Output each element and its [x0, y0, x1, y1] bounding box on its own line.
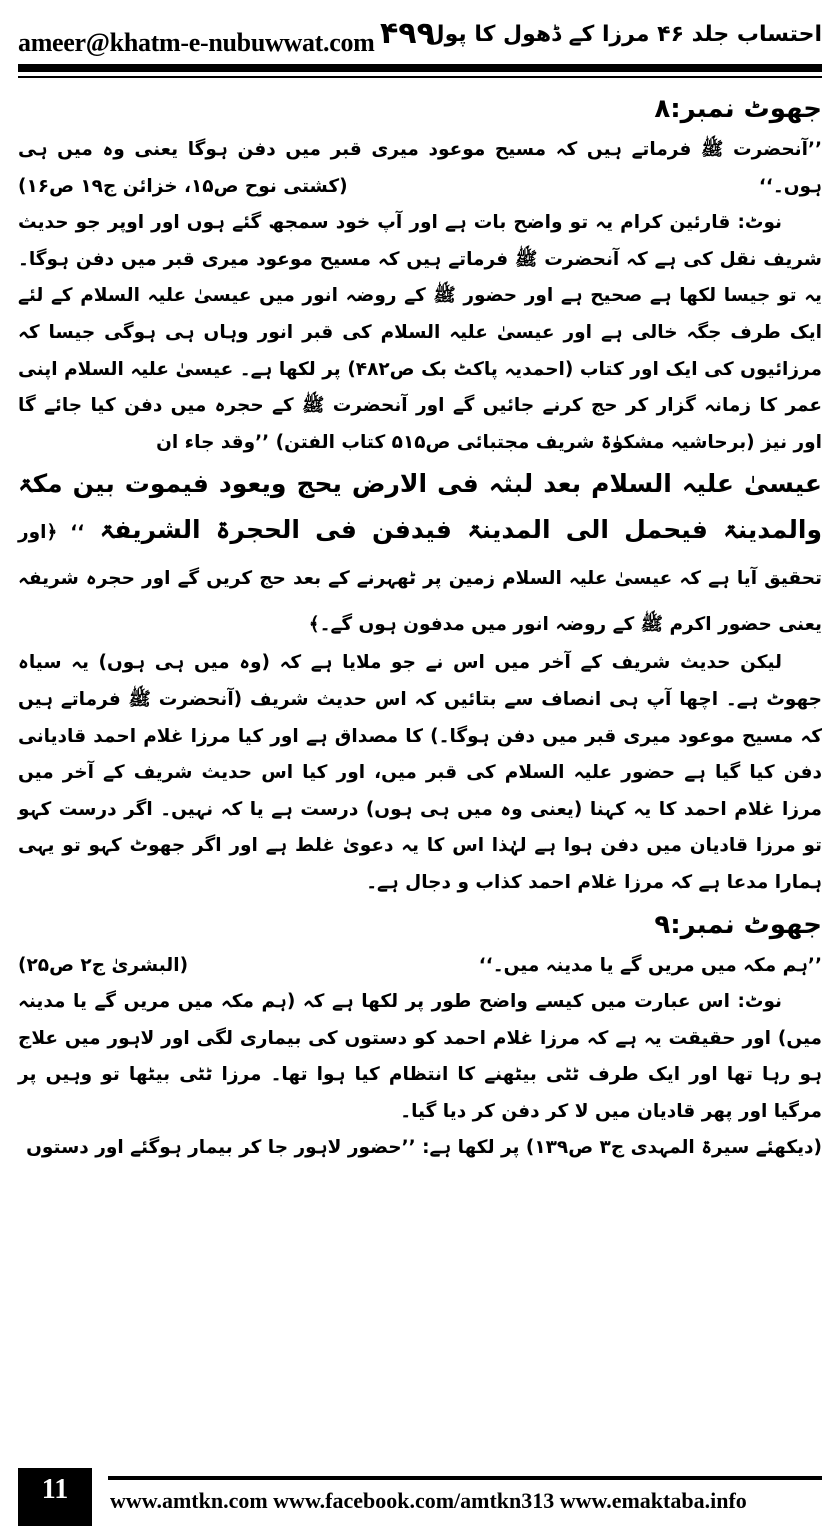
footer-urls: www.amtkn.com www.facebook.com/amtkn313 www.emaktaba.info [110, 1488, 747, 1513]
section-8-paragraph-2: لیکن حدیث شریف کے آخر میں اس نے جو ملایا ہے کہ (وہ میں ہی ہوں) یہ سیاہ جھوٹ ہے۔ اچھا آپ ہی انصاف سے بتائیں کہ اس حدیث شریف (آنحضرت ﷺ فرماتے ہیں کہ مسیح موعود میری قبر میں دفن ہوگا۔) کا مصداق ہے اور کیا مرزا غلام احمد قادیانی دفن کیا گیا ہے حضور علیہ السلام کی قبر میں، اور کیا اس حدیث شریف کے آخر میں مرزا غلام احمد کا یہ کہنا (یعنی وہ میں ہی ہوں) درست ہے یا کہ نہیں۔ اگر درست کہو تو مرزا قادیان میں دفن ہوا ہے لہٰذا اس کا یہ دعویٰ غلط ہے اور اگر جھوٹ کہو تو یہی ہمارا مدعا ہے کہ مرزا غلام احمد کذاب و دجال ہے۔ [18, 652, 822, 893]
section-8-note: نوٹ: قارئین کرام یہ تو واضح بات ہے اور آپ خود سمجھ گئے ہوں اور اوپر جو حدیث شریف نقل کی ہے کہ آنحضرت ﷺ فرماتے ہیں کہ مسیح موعود میری قبر میں دفن ہوگا۔ یہ تو جیسا لکھا ہے صحیح ہے اور حضور ﷺ کے روضہ انور میں عیسیٰ علیہ السلام کے لئے ایک طرف جگہ خالی ہے اور عیسیٰ علیہ السلام کی قبر انور وہاں ہی ہوگی جیسا کہ مرزائیوں کی ایک اور کتاب (احمدیہ پاکٹ بک ص۴۸۲) پر لکھا ہے۔ عیسیٰ علیہ السلام اپنی عمر کا زمانہ گزار کر حج کرنے جائیں گے اور آنحضرت ﷺ کے حجرہ میں دفن کیا جائے گا اور نیز (برحاشیہ مشکوٰۃ شریف مجتبائی ص۵۱۵ کتاب الفتن) ’’وقد جاء ان [18, 212, 822, 453]
footer-rule [108, 1476, 822, 1480]
header-page-number: ۴۹۹ [380, 16, 435, 51]
section-9-quote-text: ’’ہم مکہ میں مریں گے یا مدینہ میں۔‘‘ [478, 954, 822, 976]
header-book-title: احتساب جلد ۴۶ مرزا کے ڈھول کا پول [425, 22, 822, 47]
section-8-heading: جھوٹ نمبر:۸ [654, 94, 822, 124]
footer-page-number-box: 11 [18, 1468, 92, 1526]
section-9-note: نوٹ: اس عبارت میں کیسے واضح طور پر لکھا ہے کہ (ہم مکہ میں مریں گے یا مدینہ میں) اور حقیقت یہ ہے کہ مرزا غلام احمد کو دستوں کی بیماری لگی اور لاہور میں علاج ہو رہا تھا اور ایک طرف ٹٹی بیٹھنے کا انتظام کیا ہوا تھا۔ مرزا ٹٹی بیٹھا تو وہیں پر مرگیا اور پھر قادیان میں لا کر دفن کر دیا گیا۔ [18, 991, 822, 1122]
arabic-hadith-translation: ‘‘ ﴿اور تحقیق آیا ہے کہ عیسیٰ علیہ السلام زمین پر ٹھہرنے کے بعد حج کریں گے اور حجرہ شریفہ یعنی حضور اکرم ﷺ کے روضہ انور میں مدفون ہوں گے۔﴾ [18, 522, 822, 636]
section-9-quote-reference: (البشریٰ ج۲ ص۲۵) [18, 954, 189, 976]
page-body [18, 86, 822, 1462]
section-9-last-line: (دیکھئے سیرۃ المہدی ج۳ ص۱۳۹) پر لکھا ہے: ’’حضور لاہور جا کر بیمار ہوگئے اور دستوں [26, 1137, 822, 1159]
section-8-quote [18, 132, 822, 205]
page-header [18, 10, 822, 60]
section-8-quote-reference: (کشتی نوح ص۱۵، خزائن ج۱۹ ص۱۶) [18, 175, 348, 197]
section-8-quote-text: ’’آنحضرت ﷺ فرماتے ہیں کہ مسیح موعود میری قبر میں دفن ہوگا یعنی وہ میں ہی ہوں۔‘‘ [18, 139, 822, 197]
header-email: ameer@khatm-e-nubuwwat.com [18, 28, 375, 57]
section-8-arabic-hadith [18, 461, 822, 645]
arabic-hadith-text: عیسیٰ علیہ السلام بعد لبثہ فی الارض یحج ویعود فیموت بین مکۃ والمدینۃ فیحمل الی المدینۃ فیدفن فی الحجرۃ الشریفۃ [18, 469, 822, 545]
page-footer [18, 1468, 822, 1534]
section-9-heading: جھوٹ نمبر:۹ [654, 909, 822, 940]
header-thin-rule [18, 76, 822, 78]
header-thick-rule [18, 64, 822, 72]
section-9-quote [18, 948, 822, 985]
